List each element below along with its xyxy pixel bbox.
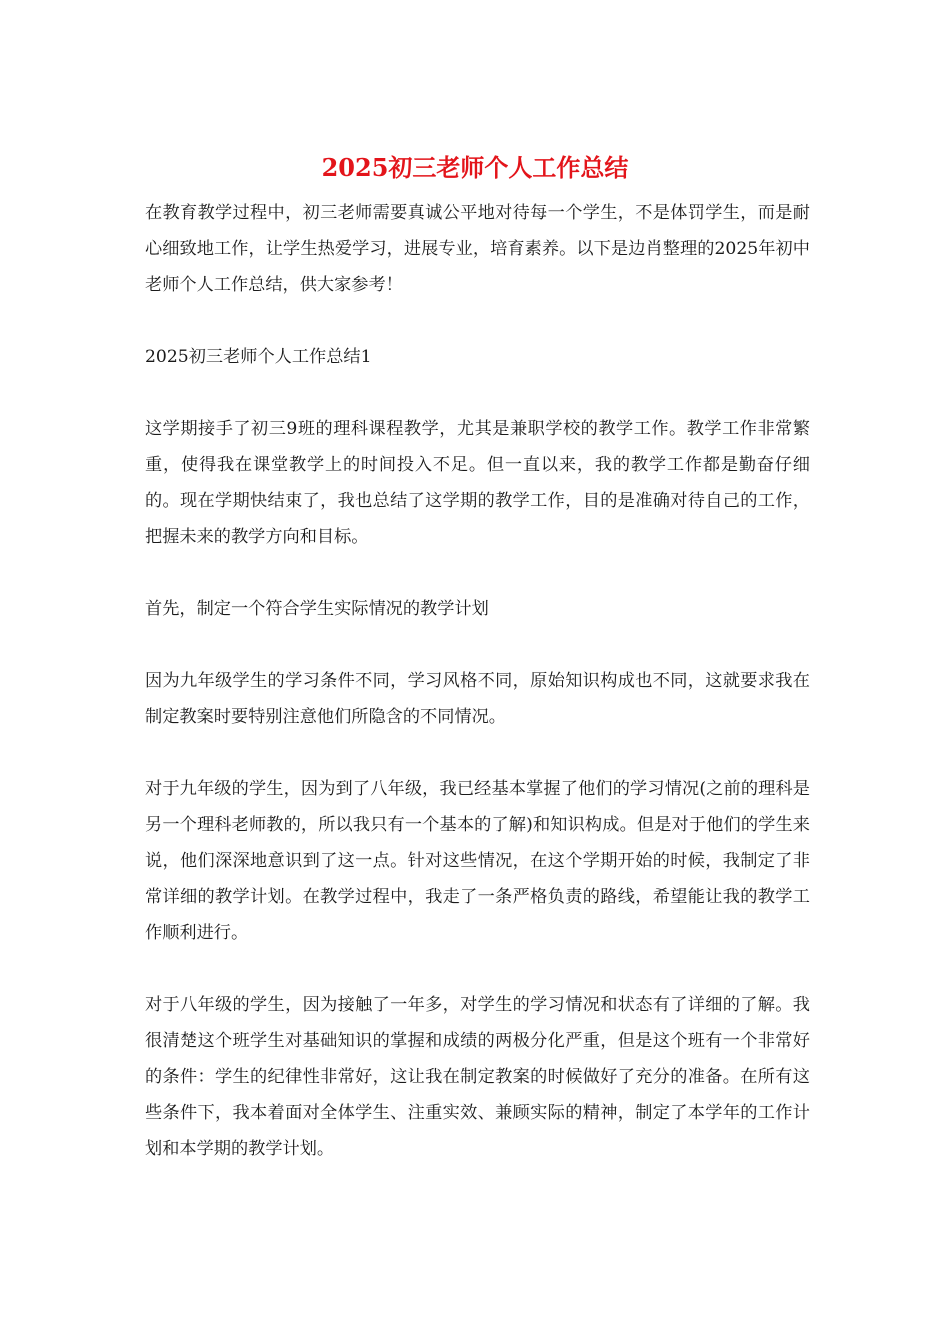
body-paragraph: 这学期接手了初三9班的理科课程教学，尤其是兼职学校的教学工作。教学工作非常繁重，使得我在课堂教学上的时间投入不足。但一直以来，我的教学工作都是勤奋仔细的。现在学期快结束了，我也总结了这学期的教学工作，目的是准确对待自己的工作，把握未来的教学方向和目标。 xyxy=(145,419,810,547)
subheading-paragraph: 首先，制定一个符合学生实际情况的教学计划 xyxy=(145,599,489,619)
body-paragraph: 对于九年级的学生，因为到了八年级，我已经基本掌握了他们的学习情况(之前的理科是另一个理科老师教的，所以我只有一个基本的了解)和知识构成。但是对于他们的学生来说，他们深深地意识到了这一点。针对这些情况，在这个学期开始的时候，我制定了非常详细的教学计划。在教学过程中，我走了一条严格负责的路线，希望能让我的教学工作顺利进行。 xyxy=(145,779,810,943)
intro-paragraph: 在教育教学过程中，初三老师需要真诚公平地对待每一个学生，不是体罚学生，而是耐心细致地工作，让学生热爱学习，进展专业，培育素养。以下是边肖整理的2025年初中老师个人工作总结，供大家参考！ xyxy=(145,203,810,295)
body-paragraph: 因为九年级学生的学习条件不同，学习风格不同，原始知识构成也不同，这就要求我在制定教案时要特别注意他们所隐含的不同情况。 xyxy=(145,671,810,727)
document-title: 2025初三老师个人工作总结 xyxy=(321,153,629,182)
body-paragraph: 对于八年级的学生，因为接触了一年多，对学生的学习情况和状态有了详细的了解。我很清楚这个班学生对基础知识的掌握和成绩的两极分化严重，但是这个班有一个非常好的条件：学生的纪律性非常好，这让我在制定教案的时候做好了充分的准备。在所有这些条件下，我本着面对全体学生、注重实效、兼顾实际的精神，制定了本学年的工作计划和本学期的教学计划。 xyxy=(145,995,810,1159)
section-heading: 2025初三老师个人工作总结1 xyxy=(145,347,372,367)
document-body xyxy=(145,195,810,1203)
